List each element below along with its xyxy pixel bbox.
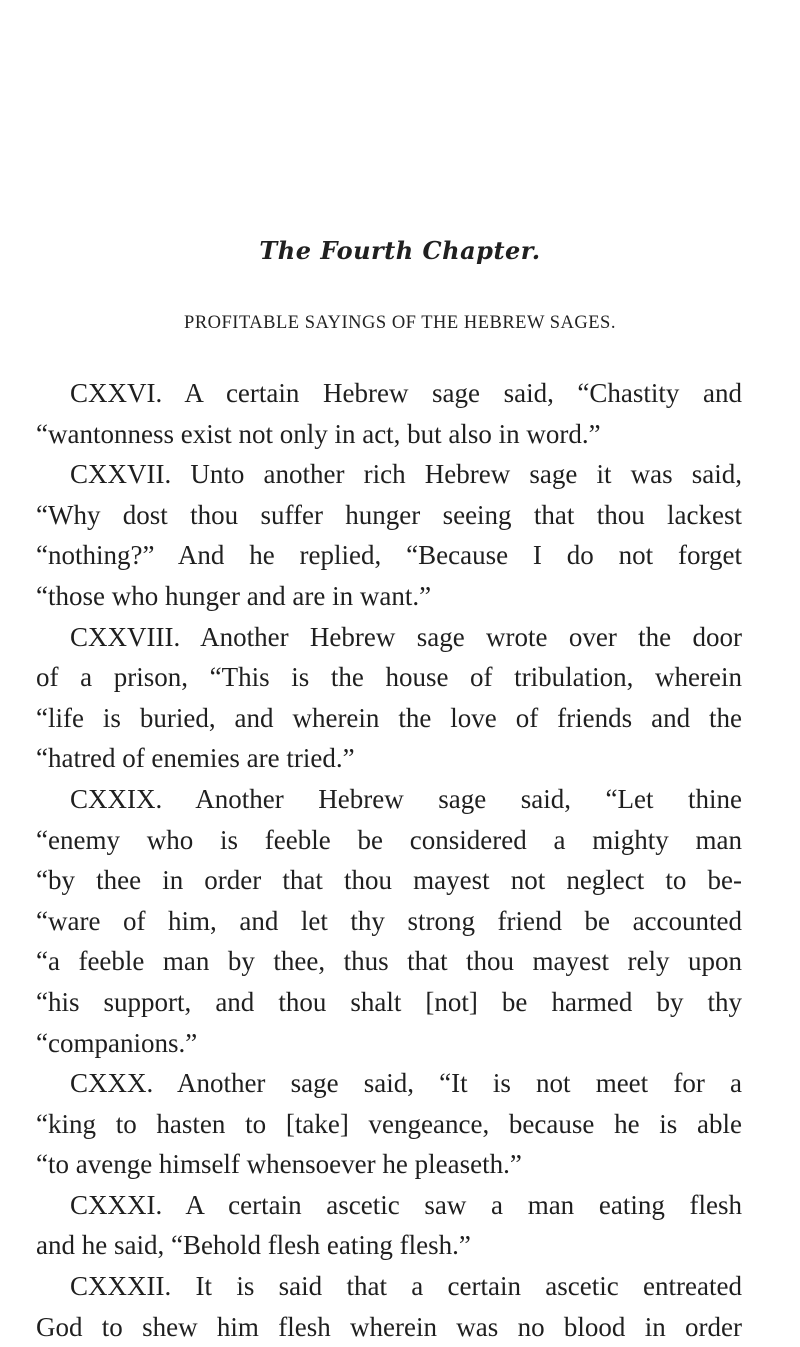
text-line: of a prison, “This is the house of tribulation, wherein xyxy=(36,662,742,693)
text-line: “companions.” xyxy=(36,1027,198,1058)
text-line: “Why dost thou suffer hunger seeing that thou lackest xyxy=(36,499,742,530)
text-line: “those who hunger and are in want.” xyxy=(36,580,432,611)
text-line: “a feeble man by thee, thus that thou mayest rely upon xyxy=(36,946,742,977)
body-text xyxy=(36,373,742,1347)
text-line: “to avenge himself whensoever he pleaseth.” xyxy=(36,1149,522,1180)
text-line: “ware of him, and let thy strong friend be accounted xyxy=(36,905,742,936)
text-line: “enemy who is feeble be considered a mighty man xyxy=(36,824,742,855)
text-line: CXXVII. Unto another rich Hebrew sage it was said, xyxy=(70,459,742,490)
text-line: “king to hasten to [take] vengeance, because he is able xyxy=(36,1108,742,1139)
text-line: “nothing?” And he replied, “Because I do not forget xyxy=(36,540,742,571)
text-line: CXXVIII. Another Hebrew sage wrote over the door xyxy=(70,621,742,652)
text-line: CXXXI. A certain ascetic saw a man eating flesh xyxy=(70,1189,742,1220)
text-line: “wantonness exist not only in act, but also in word.” xyxy=(36,418,601,449)
text-line: CXXVI. A certain Hebrew sage said, “Chastity and xyxy=(70,378,742,408)
text-line: CXXX. Another sage said, “It is not meet for a xyxy=(70,1068,742,1099)
text-line: “by thee in order that thou mayest not neglect to be- xyxy=(36,865,742,896)
text-line: and he said, “Behold flesh eating flesh.” xyxy=(36,1230,471,1261)
text-line: “hatred of enemies are tried.” xyxy=(36,743,355,774)
text-line: CXXXII. It is said that a certain ascetic entreated xyxy=(70,1271,742,1302)
chapter-title: The Fourth Chapter. xyxy=(259,236,541,265)
text-line: “life is buried, and wherein the love of friends and the xyxy=(36,702,742,733)
text-line: God to shew him flesh wherein was no blood in order xyxy=(36,1311,742,1342)
text-line: “his support, and thou shalt [not] be harmed by thy xyxy=(36,986,742,1017)
section-heading: PROFITABLE SAYINGS OF THE HEBREW SAGES. xyxy=(184,313,616,333)
text-line: CXXIX. Another Hebrew sage said, “Let thine xyxy=(70,783,742,814)
